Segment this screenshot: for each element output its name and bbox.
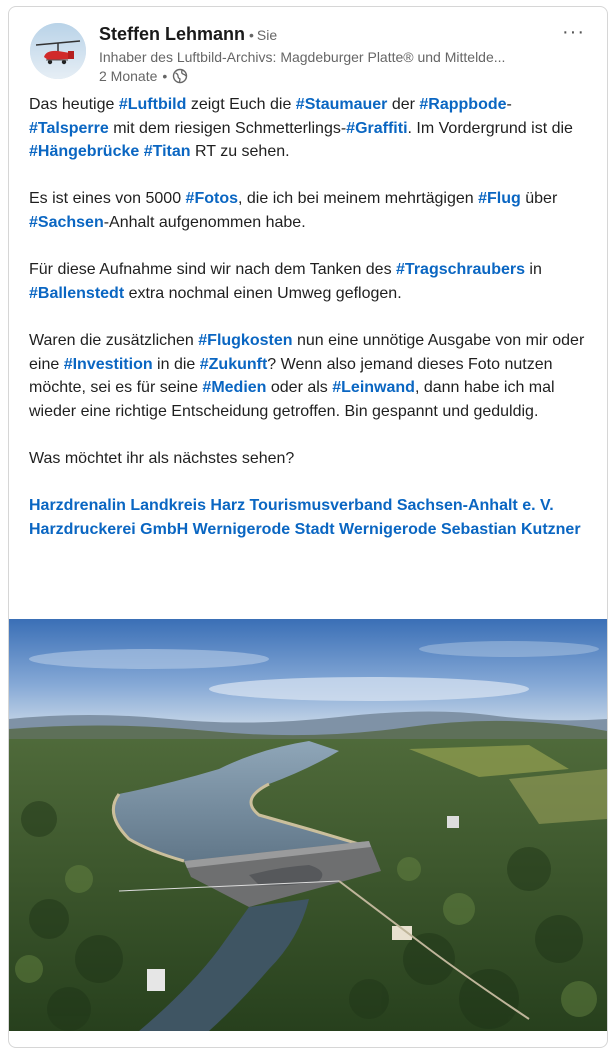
mention-sebastian-kutzner[interactable]: Sebastian Kutzner bbox=[440, 520, 581, 538]
text: in bbox=[524, 261, 542, 279]
text: der bbox=[387, 96, 420, 113]
text: ? Wenn also jemand dieses Foto nutzen möchte, sei es für seine bbox=[29, 355, 553, 397]
hashtag-leinwand[interactable]: #Leinwand bbox=[332, 379, 415, 397]
post-menu-button[interactable]: ··· bbox=[562, 21, 585, 43]
post-paragraph-2 bbox=[29, 187, 595, 234]
author-name[interactable]: Steffen Lehmann bbox=[99, 24, 246, 44]
post-time[interactable]: 2 Monate bbox=[99, 68, 158, 84]
hashtag-sachsen[interactable]: #Sachsen bbox=[29, 213, 104, 231]
dam-aerial-photo bbox=[9, 619, 607, 1031]
hashtag-haengebruecke[interactable]: #Hängebrücke bbox=[29, 143, 140, 161]
text: Was möchtet ihr als nächstes sehen? bbox=[29, 449, 295, 467]
hashtag-flug[interactable]: #Flug bbox=[478, 190, 521, 208]
post-meta bbox=[99, 68, 188, 84]
author-separator: • bbox=[249, 27, 254, 43]
post-body bbox=[29, 93, 595, 541]
text: Waren die zusätzlichen bbox=[29, 331, 199, 349]
text: extra nochmal einen Umweg geflogen. bbox=[124, 284, 402, 302]
post-paragraph-5 bbox=[29, 447, 595, 471]
hashtag-staumauer[interactable]: #Staumauer bbox=[295, 96, 388, 113]
author-line bbox=[99, 24, 277, 45]
hashtag-flugkosten[interactable]: #Flugkosten bbox=[198, 331, 293, 349]
post-mentions bbox=[29, 494, 595, 541]
text: . Im Vordergrund ist die bbox=[407, 119, 573, 137]
text: oder als bbox=[266, 379, 333, 397]
author-avatar[interactable] bbox=[30, 23, 86, 79]
hashtag-luftbild[interactable]: #Luftbild bbox=[118, 96, 187, 113]
hashtag-fotos[interactable]: #Fotos bbox=[185, 190, 238, 208]
text: , dann habe ich mal wieder eine richtige Entscheidung getroffen. Bin gespannt und geduldig. bbox=[29, 379, 555, 420]
mention-landkreis-harz[interactable]: Landkreis Harz bbox=[130, 497, 246, 515]
mention-stadt-wernigerode[interactable]: Stadt Wernigerode bbox=[294, 520, 437, 538]
text: nun eine unnötige Ausgabe von mir oder eine bbox=[29, 331, 585, 373]
connection-degree: Sie bbox=[256, 27, 278, 43]
text: , die ich bei meinem mehrtägigen bbox=[238, 190, 479, 208]
text: mit dem riesigen Schmetterlings- bbox=[108, 119, 347, 137]
text: Das heutige bbox=[29, 96, 119, 113]
hashtag-medien[interactable]: #Medien bbox=[202, 379, 267, 397]
post-paragraph-4 bbox=[29, 329, 595, 423]
mention-tourismusverband[interactable]: Tourismusverband Sachsen-Anhalt e. V. bbox=[249, 497, 554, 515]
globe-icon bbox=[172, 68, 188, 84]
hashtag-tragschraubers[interactable]: #Tragschraubers bbox=[396, 261, 525, 279]
post-paragraph-3 bbox=[29, 258, 595, 305]
meta-separator: • bbox=[162, 68, 168, 84]
hashtag-talsperre[interactable]: #Talsperre bbox=[29, 119, 109, 137]
text: Es ist eines von 5000 bbox=[29, 190, 186, 208]
text: über bbox=[520, 190, 558, 208]
hashtag-ballenstedt[interactable]: #Ballenstedt bbox=[29, 284, 125, 302]
post-header bbox=[9, 7, 607, 91]
text: - bbox=[506, 96, 512, 113]
post-card bbox=[8, 6, 608, 1048]
author-headline: Inhaber des Luftbild-Archivs: Magdeburger Platte® und Mittelde... bbox=[99, 49, 506, 65]
gyrocopter-avatar-image bbox=[30, 23, 86, 79]
hashtag-titan[interactable]: #Titan bbox=[143, 143, 191, 161]
text: zeigt Euch die bbox=[186, 96, 296, 113]
post-image[interactable] bbox=[9, 619, 607, 1031]
text: -Anhalt aufgenommen habe. bbox=[103, 213, 306, 231]
hashtag-rappbode[interactable]: #Rappbode bbox=[419, 96, 507, 113]
mention-harzdruckerei[interactable]: Harzdruckerei GmbH Wernigerode bbox=[29, 520, 291, 538]
hashtag-zukunft[interactable]: #Zukunft bbox=[199, 355, 268, 373]
text: Für diese Aufnahme sind wir nach dem Tanken des bbox=[29, 261, 397, 279]
hashtag-investition[interactable]: #Investition bbox=[63, 355, 153, 373]
post-paragraph-1 bbox=[29, 93, 595, 164]
text: in die bbox=[152, 355, 200, 373]
hashtag-graffiti[interactable]: #Graffiti bbox=[346, 119, 408, 137]
text: RT zu sehen. bbox=[190, 143, 290, 161]
mention-harzdrenalin[interactable]: Harzdrenalin bbox=[29, 497, 126, 515]
